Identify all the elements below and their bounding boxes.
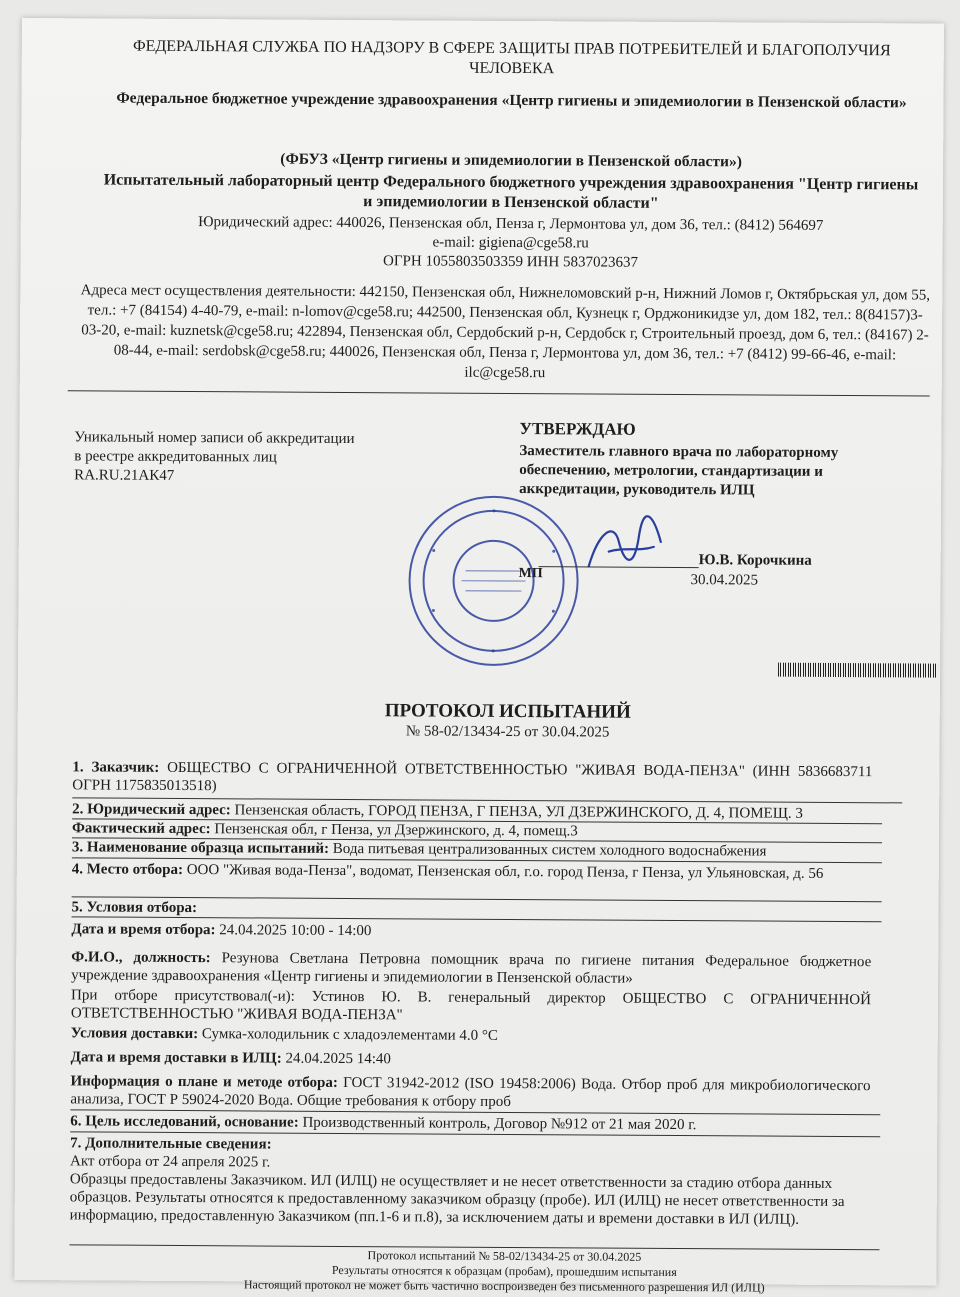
delivery-datetime xyxy=(71,1048,871,1071)
sampler-value: Резунова Светлана Петровна помощник врача по гигиене питания Федеральное бюджетное учреждение здравоохранения «Центр гигиены и эпидемиологии в Пензенской области» xyxy=(71,950,871,987)
sample-name-value: Вода питьевая централизованных систем холодного водоснабжения xyxy=(333,841,767,860)
sampling-datetime-value: 24.04.2025 10:00 - 14:00 xyxy=(219,922,371,939)
delivery-conditions-label: Условия доставки: xyxy=(71,1025,198,1042)
signer-name: Ю.В. Корочкина xyxy=(699,552,812,570)
sample-name-label: 3. Наименование образца испытаний: xyxy=(72,839,329,857)
legal-address-label: 2. Юридический адрес: xyxy=(72,801,231,818)
activity-addresses: Адреса мест осуществления деятельности: 442150, Пензенская обл, Нижнеломовский р-н, Нижний Ломов г, Октябрьская ул, дом 55, тел.: +7 (84154) 4-40-79, e-mail: n-lomov@cge58.ru; 442500, Пензенская обл, Кузнецк г, Орджоникидзе ул, дом 182, тел.: 8(84157)3-03-20, e-mail: kuznetsk@cge58.ru; 422894, Пензенская обл, Сердобский р-н, Сердобск г, Строительный проезд, дом 6, тел.: (84167) 2-08-44, e-mail: serdobsk@cge58.ru; 440026, Пензенская обл, Пенза г, Лермонтова ул, дом 36, тел.: +7 (8412) 99-66-46, e-mail: ilc@cge58.ru xyxy=(80,280,931,385)
delivery-conditions-value: Сумка-холодильник с хладоэлементами 4.0 °С xyxy=(202,1026,498,1044)
sampling-act: Акт отбора от 24 апреля 2025 г. xyxy=(70,1152,870,1175)
approval-block xyxy=(519,419,899,501)
lab-email: e-mail: gigiena@cge58.ru xyxy=(101,231,921,255)
sampling-place-value: ООО "Живая вода-Пенза", водомат, Пензенская обл, г.о. город Пенза, г Пенза, ул Ульяновская, д. 56 xyxy=(187,862,824,882)
header-divider xyxy=(68,390,930,396)
sampling-datetime-label: Дата и время отбора: xyxy=(71,921,215,938)
document-page xyxy=(14,18,944,1286)
seal-place-label: МП xyxy=(519,566,543,582)
actual-address-value: Пензенская обл, г Пенза, ул Дзержинского, д. 4, помещ.3 xyxy=(214,821,577,839)
purpose-label: 6. Цель исследований, основание: xyxy=(70,1113,299,1130)
approval-date: 30.04.2025 xyxy=(691,572,759,589)
delivery-conditions xyxy=(71,1024,871,1047)
present-persons: При отборе присутствовал(-и): Устинов Ю. В. генеральный директор ОБЩЕСТВО С ОГРАНИЧЕННОЙ ОТВЕТСТВЕННОСТЬЮ "ЖИВАЯ ВОДА-ПЕНЗА" xyxy=(71,986,871,1027)
purpose-value: Производственный контроль, Договор №912 от 21 мая 2020 г. xyxy=(302,1115,696,1133)
round-seal-stamp xyxy=(403,490,584,671)
additional-label: 7. Дополнительные сведения: xyxy=(70,1135,272,1152)
agency-title: ФЕДЕРАЛЬНАЯ СЛУЖБА ПО НАДЗОРУ В СФЕРЕ ЗАЩИТЫ ПРАВ ПОТРЕБИТЕЛЕЙ И БЛАГОПОЛУЧИЯ ЧЕЛОВЕКА xyxy=(102,36,922,81)
legal-address: Юридический адрес: 440026, Пензенская обл, Пенза г, Лермонтова ул, дом 36, тел.: (8412) 564697 xyxy=(101,212,921,236)
protocol-title: ПРОТОКОЛ ИСПЫТАНИЙ xyxy=(98,698,918,725)
lab-name: Испытательный лабораторный центр Федерального бюджетного учреждения здравоохранения "Центр гигиены и эпидемиологии в Пензенской области" xyxy=(101,170,921,215)
page-footer xyxy=(94,1246,914,1296)
footer-protocol: Протокол испытаний № 58-02/13434-25 от 30.04.2025 xyxy=(94,1246,914,1266)
sampler-info xyxy=(71,948,871,989)
accreditation-line1: Уникальный номер записи об аккредитации xyxy=(74,428,414,449)
sampling-conditions-label: 5. Условия отбора: xyxy=(72,899,198,916)
customer-value: ОБЩЕСТВО С ОГРАНИЧЕННОЙ ОТВЕТСТВЕННОСТЬЮ "ЖИВАЯ ВОДА-ПЕНЗА" (ИНН 5836683711 ОГРН 1175835013518) xyxy=(72,760,872,794)
accreditation-line2: в реестре аккредитованных лиц xyxy=(74,447,414,468)
legal-block xyxy=(100,212,920,274)
sampling-plan-value: ГОСТ 31942-2012 (ISO 19458:2006) Вода. Отбор проб для микробиологического анализа, ГОСТ Р 59024-2020 Вода. Общие требования к отбору проб xyxy=(70,1075,870,1110)
customer-label: 1. Заказчик: xyxy=(72,759,159,776)
accreditation-block xyxy=(74,428,414,487)
protocol-number: № 58-02/13434-25 от 30.04.2025 xyxy=(98,721,918,743)
approval-heading: УТВЕРЖДАЮ xyxy=(519,419,899,440)
additional-text: Образцы предоставлены Заказчиком. ИЛ (ИЛЦ) не осуществляет и не несет ответственности за стадию отбора данных образцов. Результаты относятся к предоставленному заказчиком образцу (пробе). ИЛ (ИЛЦ) не несет ответственности за информацию, предоставленную Заказчиком (пп.1-6 и п.8), за исключением даты и времени доставки в ИЛ (ИЛЦ). xyxy=(70,1170,870,1229)
sampling-plan-label: Информация о плане и методе отбора: xyxy=(70,1073,337,1091)
footer-copyright: Настоящий протокол не может быть частично воспроизведен без письменного разрешения ИЛ (ИЛЦ) xyxy=(94,1276,914,1296)
barcode xyxy=(778,663,938,678)
delivery-datetime-label: Дата и время доставки в ИЛЦ: xyxy=(71,1049,282,1066)
actual-address-label: Фактический адрес: xyxy=(72,820,211,837)
footer-results: Результаты относятся к образцам (пробам), прошедшим испытания xyxy=(94,1261,914,1281)
sampler-label: Ф.И.О., должность: xyxy=(71,949,211,966)
signature xyxy=(579,511,669,582)
institution-short-name: (ФБУЗ «Центр гигиены и эпидемиологии в Пензенской области») xyxy=(101,148,921,173)
sampling-datetime xyxy=(71,920,871,943)
ogrn-inn: ОГРН 1055803503359 ИНН 5837023637 xyxy=(100,250,920,274)
institution-name: Федеральное бюджетное учреждение здравоохранения «Центр гигиены и эпидемиологии в Пензенской области» xyxy=(101,88,921,113)
legal-address-value: Пензенская область, ГОРОД ПЕНЗА, Г ПЕНЗА, УЛ ДЗЕРЖИНСКОГО, Д. 4, ПОМЕЩ. 3 xyxy=(235,802,803,821)
approval-position: Заместитель главного врача по лабораторному обеспечению, метрологии, стандартизации и аккредитации, руководитель ИЛЦ xyxy=(519,442,899,501)
sampling-plan-info xyxy=(70,1072,870,1113)
sampling-place-label: 4. Место отбора: xyxy=(72,861,183,878)
section-customer xyxy=(72,758,872,799)
section-sampling-place xyxy=(72,860,872,883)
delivery-datetime-value: 24.04.2025 14:40 xyxy=(285,1051,391,1068)
accreditation-number: RA.RU.21АК47 xyxy=(74,466,414,487)
